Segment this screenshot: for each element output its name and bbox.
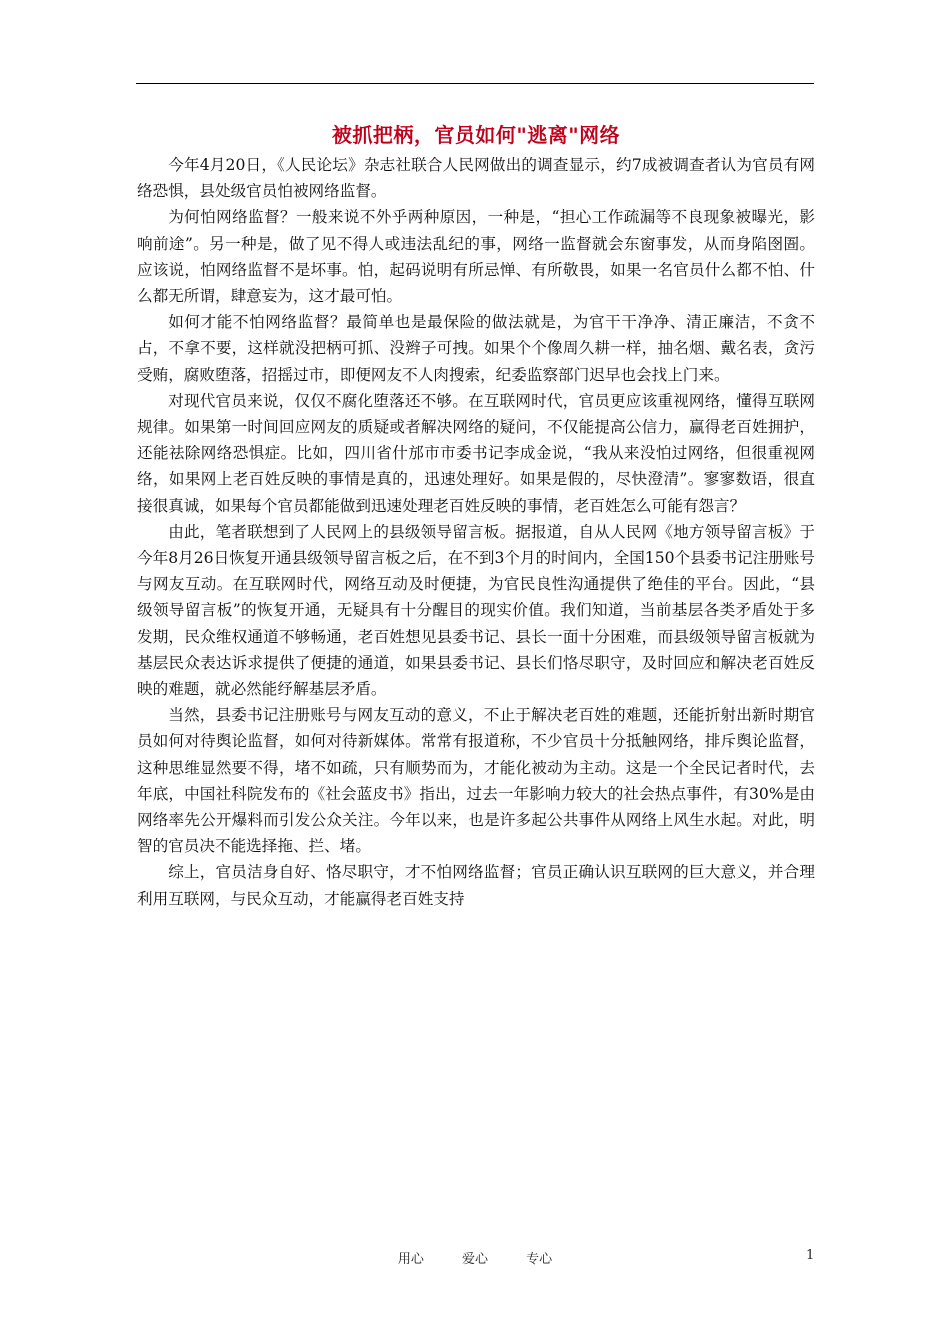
paragraph-7: 综上，官员洁身自好、恪尽职守，才不怕网络监督；官员正确认识互联网的巨大意义，并合理利用互联网，与民众互动，才能赢得老百姓支持 xyxy=(137,863,815,908)
paragraph-3: 如何才能不怕网络监督？最简单也是最保险的做法就是，为官干干净净、清正廉洁，不贪不占，不拿不要，这样就没把柄可抓、没辫子可拽。如果个个像周久耕一样，抽名烟、戴名表，贪污受贿，腐败堕落，招摇过市，即便网友不人肉搜索，纪委监察部门迟早也会找上门来。 xyxy=(137,313,815,384)
header-rule xyxy=(136,83,814,84)
page-number: 1 xyxy=(806,1248,815,1263)
footer-motto-item: 爱心 xyxy=(461,1252,488,1267)
footer-motto-item: 用心 xyxy=(397,1252,424,1267)
document-body xyxy=(137,120,815,912)
paragraph-4: 对现代官员来说，仅仅不腐化堕落还不够。在互联网时代，官员更应该重视网络，懂得互联网规律。如果第一时间回应网友的质疑或者解决网络的疑问，不仅能提高公信力，赢得老百姓拥护，还能祛除网络恐惧症。比如，四川省什邡市市委书记李成金说，“我从来没怕过网络，但很重视网络，如果网上老百姓反映的事情是真的，迅速处理好。如果是假的，尽快澄清”。寥寥数语，很直接很真诚，如果每个官员都能做到迅速处理老百姓反映的事情，老百姓怎么可能有怨言？ xyxy=(137,391,815,515)
paragraph-1: 今年4月20日，《人民论坛》杂志社联合人民网做出的调查显示，约7成被调查者认为官员有网络恐惧，县处级官员怕被网络监督。 xyxy=(137,156,815,201)
paragraph-2: 为何怕网络监督？一般来说不外乎两种原因，一种是，“担心工作疏漏等不良现象被曝光，影响前途”。另一种是，做了见不得人或违法乱纪的事，网络一监督就会东窗事发，从而身陷囹圄。应该说，怕网络监督不是坏事。怕，起码说明有所忌惮、有所敬畏，如果一名官员什么都不怕、什么都无所谓，肆意妄为，这才最可怕。 xyxy=(137,208,815,306)
paragraph-6: 当然，县委书记注册账号与网友互动的意义，不止于解决老百姓的难题，还能折射出新时期官员如何对待舆论监督，如何对待新媒体。常常有报道称，不少官员十分抵触网络，排斥舆论监督，这种思维显然要不得，堵不如疏，只有顺势而为，才能化被动为主动。这是一个全民记者时代，去年底，中国社科院发布的《社会蓝皮书》指出，过去一年影响力较大的社会热点事件，有30%是由网络率先公开爆料而引发公众关注。今年以来，也是许多起公共事件从网络上风生水起。对此，明智的官员决不能选择拖、拦、堵。 xyxy=(137,706,815,856)
paragraph-5: 由此，笔者联想到了人民网上的县级领导留言板。据报道，自从人民网《地方领导留言板》于今年8月26日恢复开通县级领导留言板之后，在不到3个月的时间内，全国150个县委书记注册账号与网友互动。在互联网时代，网络互动及时便捷，为官民良性沟通提供了绝佳的平台。因此，“县级领导留言板”的恢复开通，无疑具有十分醒目的现实价值。我们知道，当前基层各类矛盾处于多发期，民众维权通道不够畅通，老百姓想见县委书记、县长一面十分困难，而县级领导留言板就为基层民众表达诉求提供了便捷的通道，如果县委书记、县长们恪尽职守，及时回应和解决老百姓反映的难题，就必然能纾解基层矛盾。 xyxy=(137,522,815,699)
footer-motto-item: 专心 xyxy=(526,1252,553,1267)
document-title: 被抓把柄，官员如何"逃离"网络 xyxy=(331,123,621,147)
